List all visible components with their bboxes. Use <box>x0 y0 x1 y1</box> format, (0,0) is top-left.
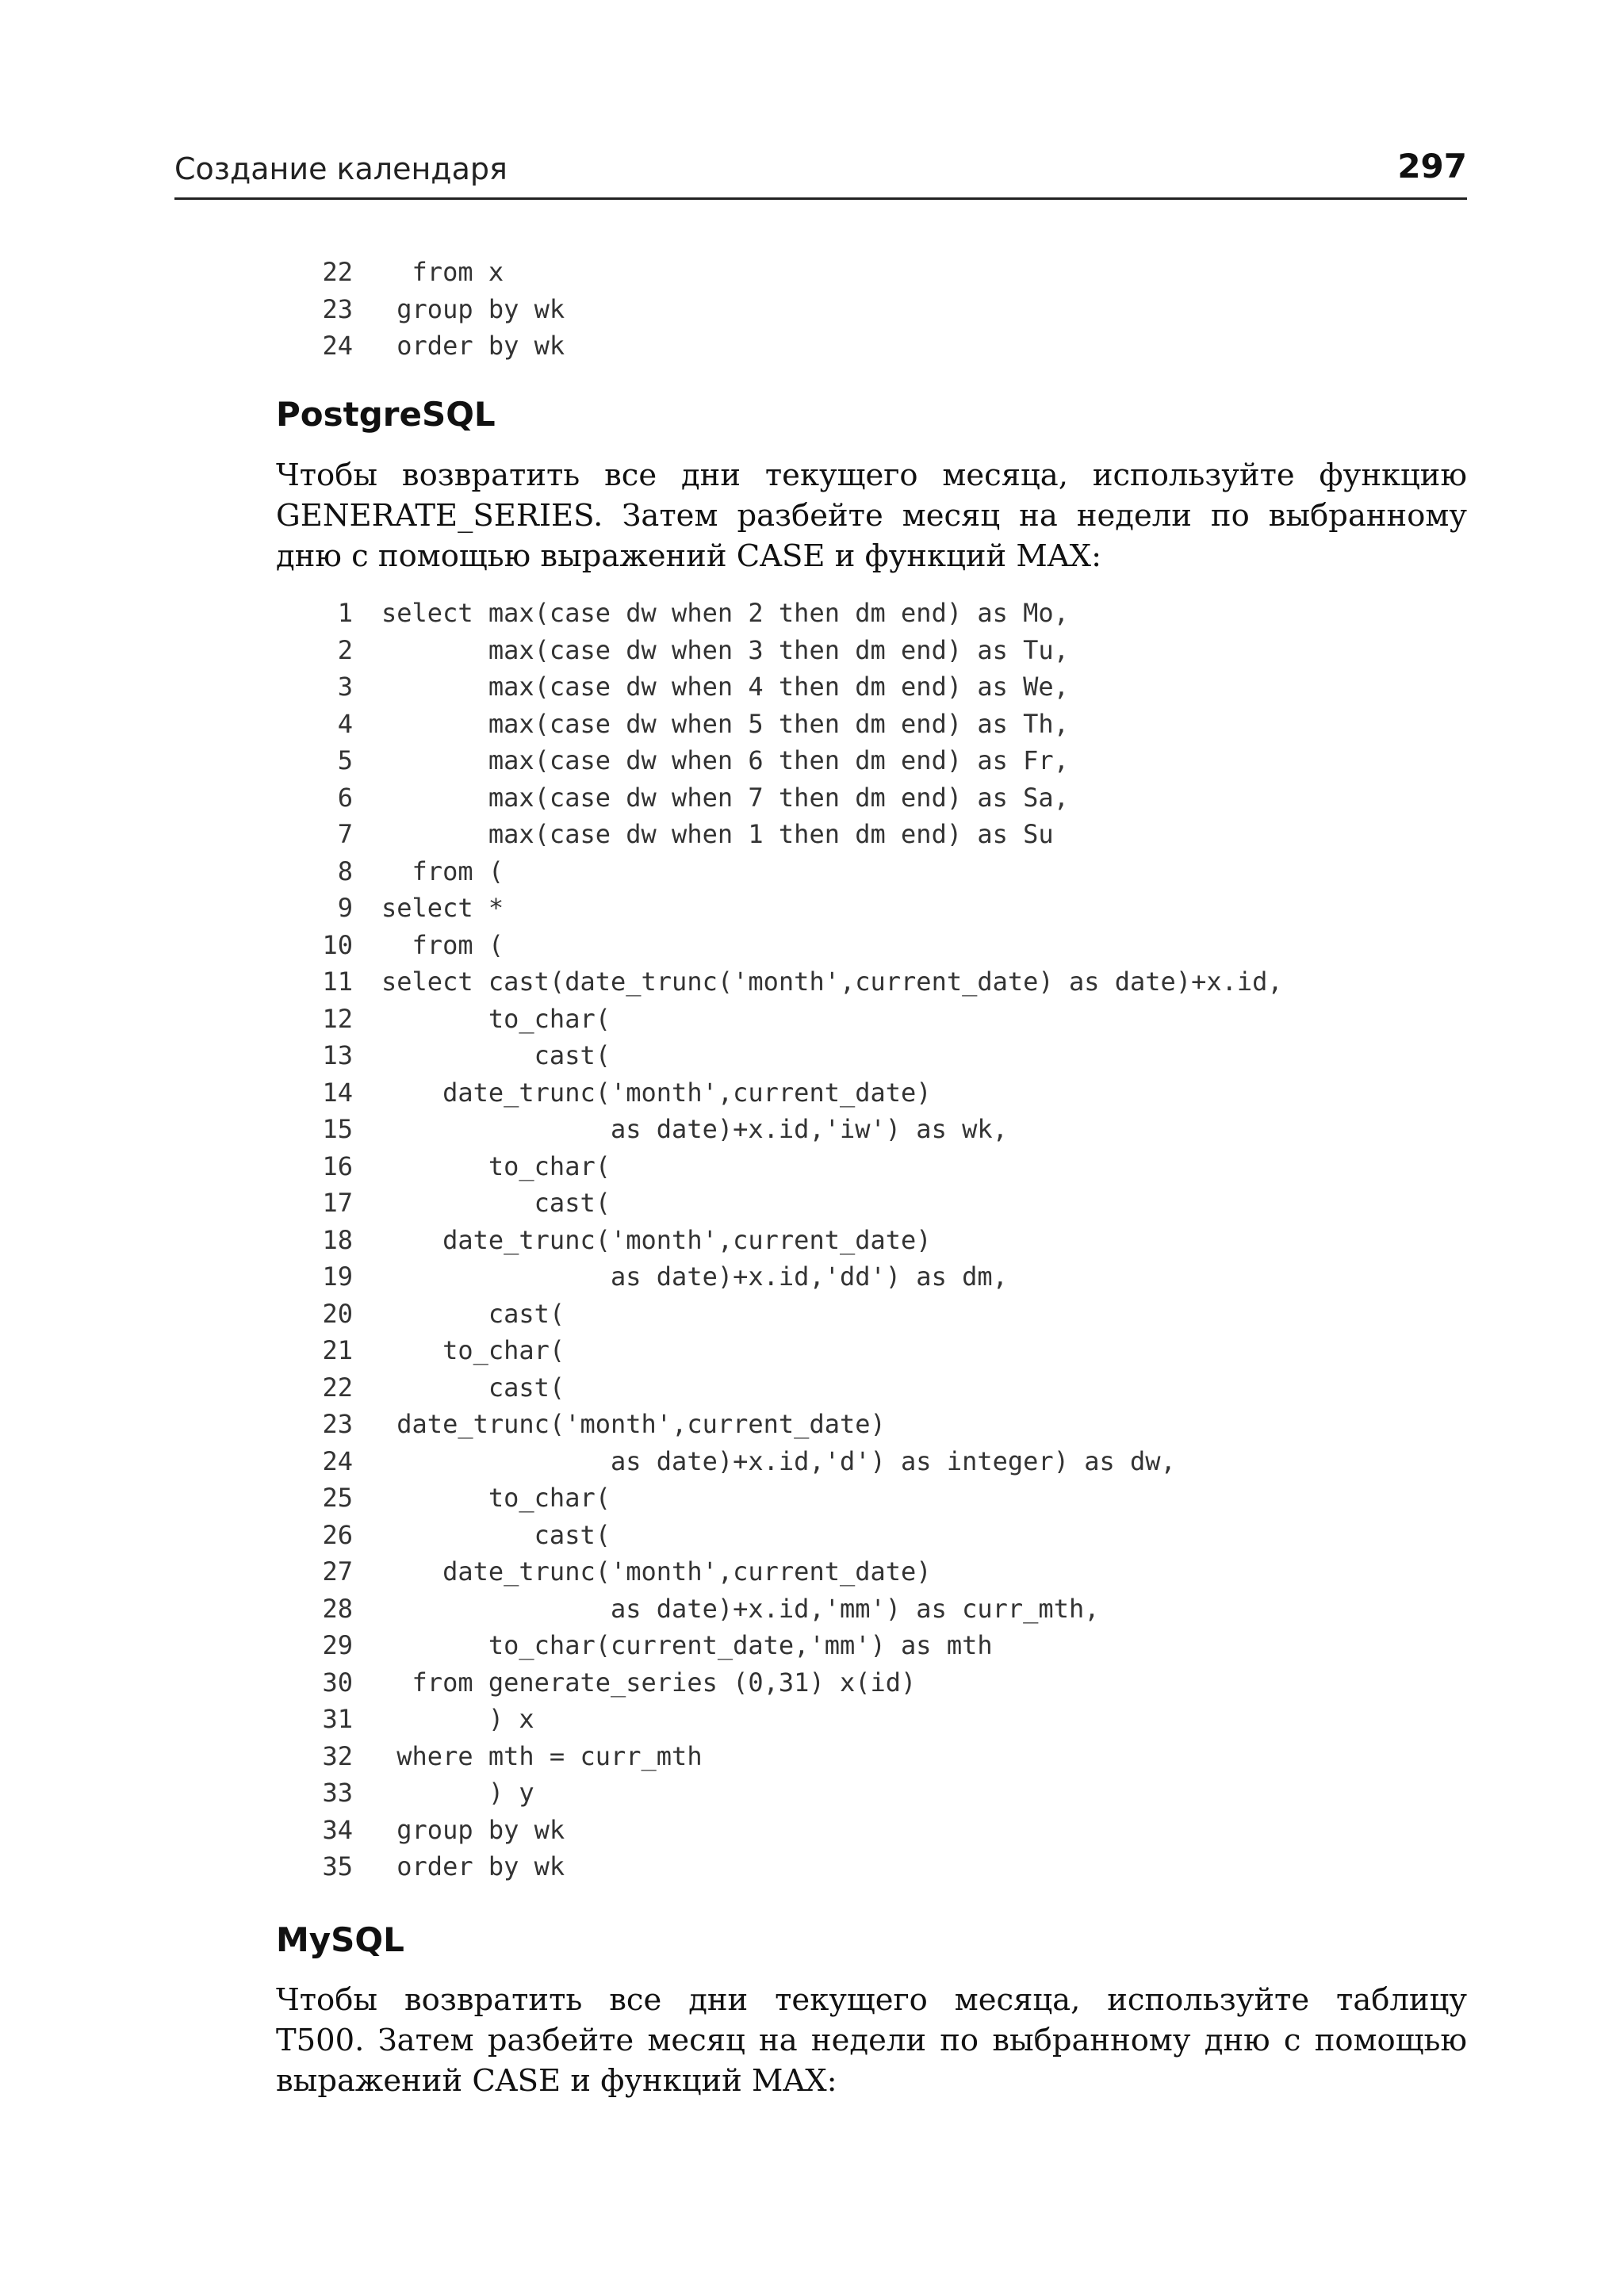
line-number: 1 <box>337 598 353 628</box>
code-line <box>313 1812 1283 1849</box>
code-line <box>313 1001 1283 1038</box>
code-listing-continued <box>313 254 565 365</box>
code-text: date_trunc('month',current_date) <box>381 1077 932 1108</box>
line-number: 35 <box>322 1851 353 1881</box>
code-text: select cast(date_trunc('month',current_date) as date)+x.id, <box>381 967 1283 997</box>
code-line <box>313 1037 1283 1074</box>
code-text: max(case dw when 1 then dm end) as Su <box>381 819 1054 849</box>
line-number: 7 <box>337 819 353 849</box>
line-number: 29 <box>322 1630 353 1660</box>
code-text: cast( <box>381 1519 611 1550</box>
code-line <box>313 816 1283 853</box>
line-number: 15 <box>322 1114 353 1144</box>
line-number: 31 <box>322 1704 353 1734</box>
code-line <box>313 1664 1283 1702</box>
code-line <box>313 1369 1283 1407</box>
code-line <box>313 1185 1283 1222</box>
code-line <box>313 1443 1283 1480</box>
code-text: where mth = curr_mth <box>381 1740 703 1771</box>
code-text: to_char(current_date,'mm') as mth <box>381 1630 993 1660</box>
code-listing-postgresql <box>313 595 1283 1885</box>
code-text: from generate_series (0,31) x(id) <box>381 1667 917 1698</box>
code-text: as date)+x.id,'mm') as curr_mth, <box>381 1593 1100 1624</box>
code-line <box>313 1148 1283 1185</box>
code-text: from ( <box>381 856 504 886</box>
code-text: order by wk <box>381 331 565 361</box>
code-text: max(case dw when 5 then dm end) as Th, <box>381 708 1069 739</box>
code-line <box>313 1332 1283 1369</box>
line-number: 5 <box>337 745 353 775</box>
code-line <box>313 595 1283 632</box>
paragraph-line: Чтобы возвратить все дни текущего месяца, используйте функцию <box>276 457 1467 493</box>
line-number: 20 <box>322 1298 353 1329</box>
line-number: 2 <box>337 634 353 665</box>
line-number: 22 <box>322 1372 353 1403</box>
code-text: to_char( <box>381 1483 611 1513</box>
code-text: group by wk <box>381 293 565 324</box>
line-number: 34 <box>322 1814 353 1845</box>
line-number: 25 <box>322 1483 353 1513</box>
code-line <box>313 1627 1283 1664</box>
code-line <box>313 927 1283 964</box>
line-number: 22 <box>322 257 353 287</box>
running-title: Создание календаря <box>174 151 508 186</box>
line-number: 8 <box>337 856 353 886</box>
code-line <box>313 890 1283 927</box>
code-line <box>313 1774 1283 1812</box>
code-line <box>313 1111 1283 1148</box>
code-text: max(case dw when 6 then dm end) as Fr, <box>381 745 1069 775</box>
code-line <box>313 853 1283 890</box>
code-line <box>313 254 565 291</box>
code-text: max(case dw when 7 then dm end) as Sa, <box>381 782 1069 813</box>
code-text: cast( <box>381 1188 611 1218</box>
code-line <box>313 1517 1283 1554</box>
code-line <box>313 1074 1283 1112</box>
code-line <box>313 706 1283 743</box>
line-number: 3 <box>337 672 353 702</box>
code-text: to_char( <box>381 1335 565 1365</box>
code-line <box>313 668 1283 706</box>
code-line <box>313 779 1283 817</box>
line-number: 30 <box>322 1667 353 1698</box>
code-text: select max(case dw when 2 then dm end) as Mo, <box>381 598 1069 628</box>
code-line <box>313 1591 1283 1628</box>
line-number: 6 <box>337 782 353 813</box>
line-number: 32 <box>322 1740 353 1771</box>
line-number: 12 <box>322 1003 353 1034</box>
line-number: 9 <box>337 893 353 923</box>
line-number: 27 <box>322 1556 353 1587</box>
paragraph-line: Чтобы возвратить все дни текущего месяца, используйте таблицу <box>276 1982 1467 2018</box>
page-number: 297 <box>1397 147 1467 186</box>
code-text: max(case dw when 4 then dm end) as We, <box>381 672 1069 702</box>
code-text: group by wk <box>381 1814 565 1845</box>
line-number: 10 <box>322 929 353 960</box>
code-line <box>313 1222 1283 1259</box>
postgresql-paragraph <box>276 455 1467 576</box>
code-line <box>313 742 1283 779</box>
line-number: 33 <box>322 1778 353 1808</box>
mysql-paragraph <box>276 1980 1467 2101</box>
code-text: as date)+x.id,'d') as integer) as dw, <box>381 1445 1176 1476</box>
code-line <box>313 327 565 365</box>
code-line <box>313 1738 1283 1775</box>
code-text: from ( <box>381 929 504 960</box>
code-line <box>313 1480 1283 1517</box>
code-text: ) x <box>381 1704 534 1734</box>
line-number: 11 <box>322 967 353 997</box>
line-number: 24 <box>322 1445 353 1476</box>
code-line <box>313 1296 1283 1333</box>
code-text: cast( <box>381 1040 611 1070</box>
line-number: 24 <box>322 331 353 361</box>
code-line <box>313 632 1283 669</box>
code-line <box>313 963 1283 1001</box>
code-line <box>313 1406 1283 1443</box>
line-number: 18 <box>322 1224 353 1255</box>
code-line <box>313 1848 1283 1885</box>
line-number: 13 <box>322 1040 353 1070</box>
code-text: ) y <box>381 1778 534 1808</box>
line-number: 14 <box>322 1077 353 1108</box>
paragraph-line: T500. Затем разбейте месяц на недели по выбранному дню с помощью <box>276 2023 1467 2058</box>
code-text: select * <box>381 893 504 923</box>
line-number: 23 <box>322 293 353 324</box>
line-number: 4 <box>337 708 353 739</box>
code-text: date_trunc('month',current_date) <box>381 1224 932 1255</box>
paragraph-line: выражений CASE и функций MAX: <box>276 2063 837 2099</box>
page-header <box>174 147 1467 200</box>
line-number: 19 <box>322 1261 353 1292</box>
paragraph-line: дню с помощью выражений CASE и функций MAX: <box>276 538 1102 574</box>
line-number: 17 <box>322 1188 353 1218</box>
code-text: order by wk <box>381 1851 565 1881</box>
code-text: to_char( <box>381 1003 611 1034</box>
line-number: 26 <box>322 1519 353 1550</box>
line-number: 28 <box>322 1593 353 1624</box>
code-text: as date)+x.id,'iw') as wk, <box>381 1114 1008 1144</box>
code-text: as date)+x.id,'dd') as dm, <box>381 1261 1008 1292</box>
code-text: cast( <box>381 1372 565 1403</box>
code-line <box>313 1258 1283 1296</box>
code-text: max(case dw when 3 then dm end) as Tu, <box>381 634 1069 665</box>
code-text: date_trunc('month',current_date) <box>381 1556 932 1587</box>
code-line <box>313 291 565 328</box>
section-heading-mysql: MySQL <box>276 1920 404 1959</box>
line-number: 23 <box>322 1409 353 1439</box>
section-heading-postgresql: PostgreSQL <box>276 395 496 434</box>
code-text: cast( <box>381 1298 565 1329</box>
code-line <box>313 1701 1283 1738</box>
code-line <box>313 1553 1283 1591</box>
line-number: 16 <box>322 1150 353 1181</box>
code-text: date_trunc('month',current_date) <box>381 1409 886 1439</box>
line-number: 21 <box>322 1335 353 1365</box>
paragraph-line: GENERATE_SERIES. Затем разбейте месяц на недели по выбранному <box>276 498 1467 534</box>
code-text: from x <box>381 257 504 287</box>
code-text: to_char( <box>381 1150 611 1181</box>
